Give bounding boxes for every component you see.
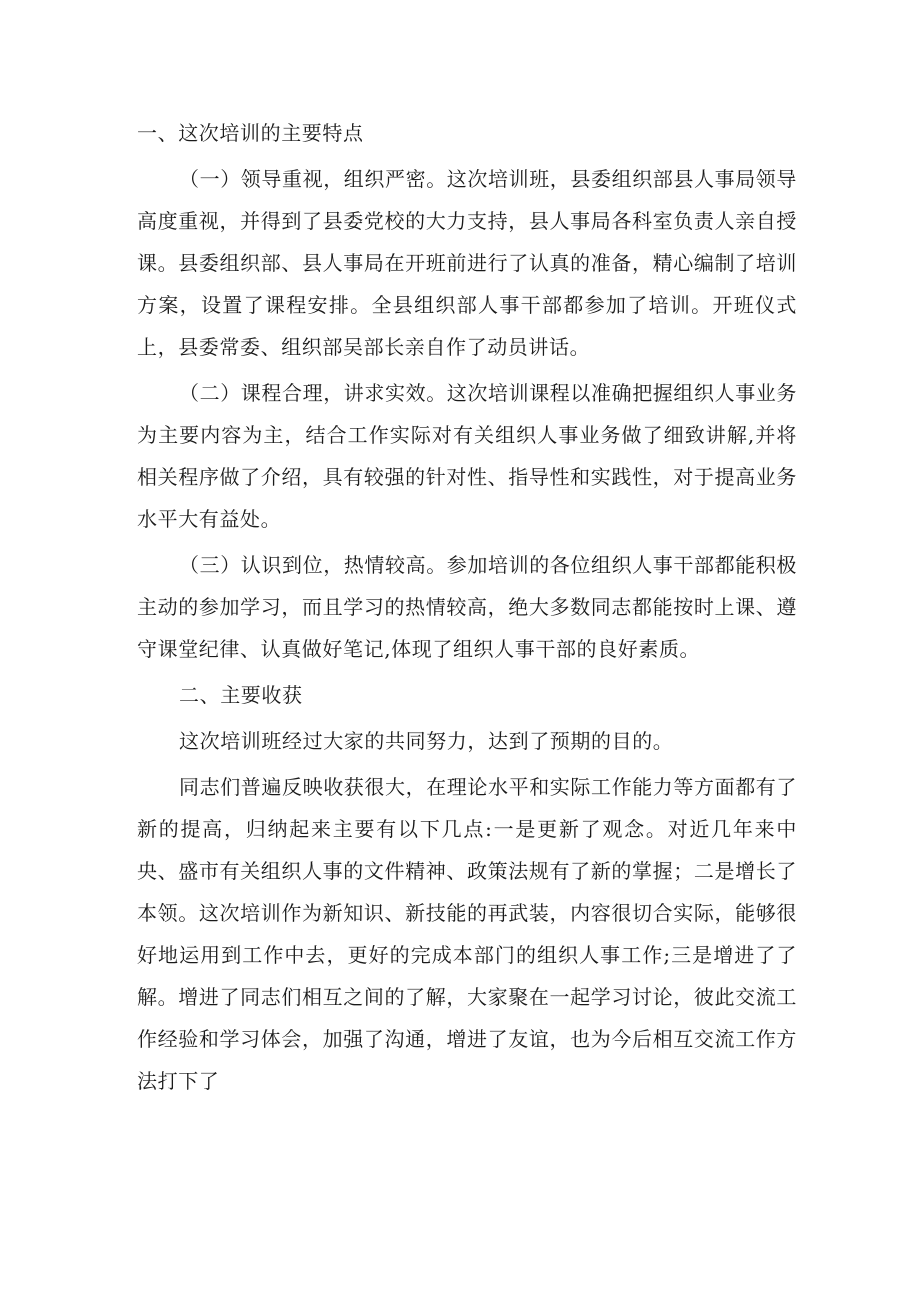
paragraph-gains: 同志们普遍反映收获很大，在理论水平和实际工作能力等方面都有了新的提高，归纳起来主要有以下几点:一是更新了观念。对近几年来中央、盛市有关组织人事的文件精神、政策法规有了新的掌握；二是增长了本领。这次培训作为新知识、新技能的再武装，内容很切合实际，能够很好地运用到工作中去，更好的完成本部门的组织人事工作;三是增进了了解。增进了同志们相互之间的了解，大家聚在一起学习讨论，彼此交流工作经验和学习体会，加强了沟通，增进了友谊，也为今后相互交流工作方法打下了: [137, 775, 797, 1093]
document-body: [137, 112, 797, 1102]
paragraph-leadership: （一）领导重视，组织严密。这次培训班，县委组织部县人事局领导高度重视，并得到了县委党校的大力支持，县人事局各科室负责人亲自授课。县委组织部、县人事局在开班前进行了认真的准备，精心编制了培训方案，设置了课程安排。全县组织部人事干部都参加了培训。开班仪式上，县委常委、组织部吴部长亲自作了动员讲话。: [137, 167, 797, 359]
paragraph-goal-achieved: 这次培训班经过大家的共同努力，达到了预期的目的。: [179, 729, 674, 753]
paragraph-enthusiasm: （三）认识到位，热情较高。参加培训的各位组织人事干部都能积极主动的参加学习，而且学习的热情较高，绝大多数同志都能按时上课、遵守课堂纪律、认真做好笔记,体现了组织人事干部的良好素质。: [137, 553, 797, 661]
section-1-heading: 一、这次培训的主要特点: [137, 121, 364, 145]
section-2-heading: 二、主要收获: [179, 683, 303, 707]
paragraph-curriculum: （二）课程合理，讲求实效。这次培训课程以准确把握组织人事业务为主要内容为主，结合工作实际对有关组织人事业务做了细致讲解,并将相关程序做了介绍，具有较强的针对性、指导性和实践性，对于提高业务水平大有益处。: [137, 381, 797, 531]
